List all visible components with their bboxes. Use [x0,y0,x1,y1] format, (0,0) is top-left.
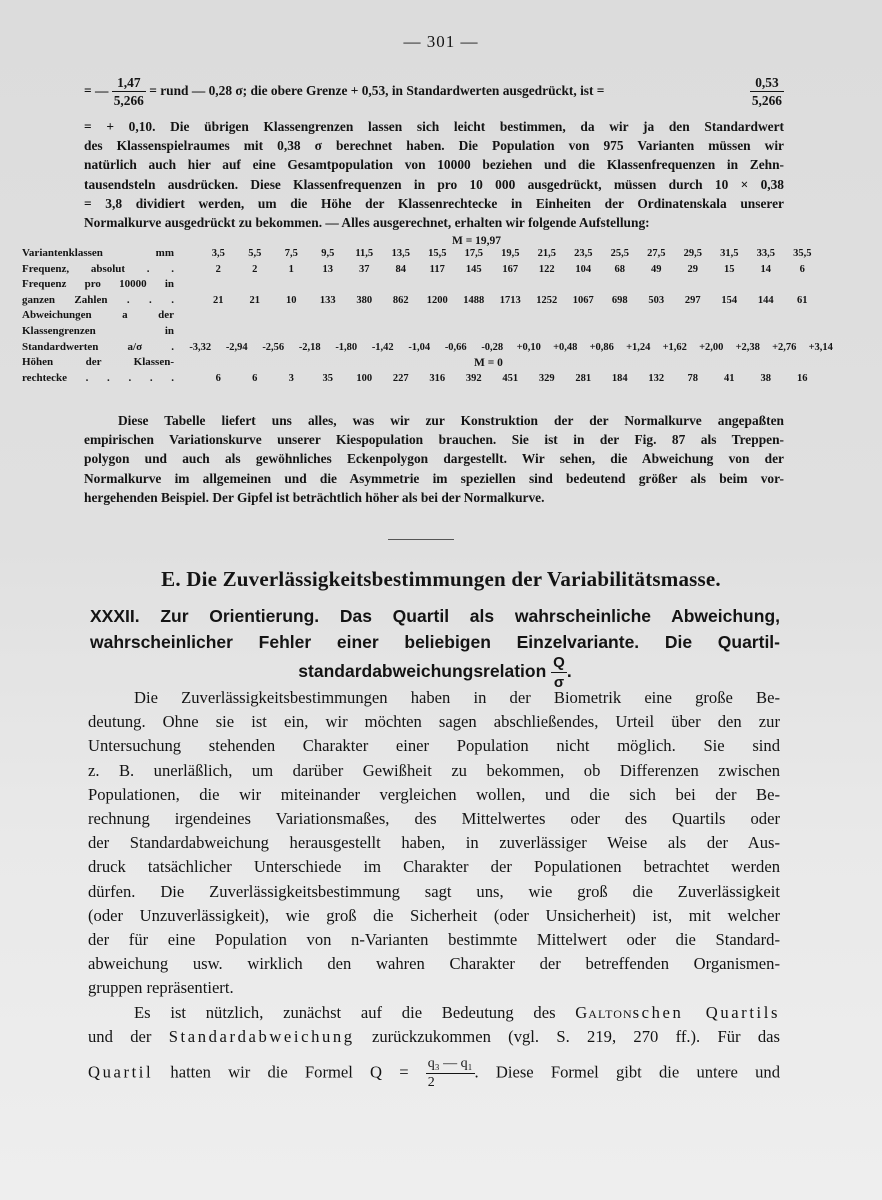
text-line: Normalkurve im allgemeinen und die Asymmetrie im speziellen sind bedeutend größer als beim vor- [84,470,784,486]
table-cell [584,355,621,371]
body-paragraph-1 [88,686,780,1001]
table-cell: 14 [760,263,771,275]
table-cell: 1488 [463,294,485,306]
text-line: natürlich auch hier auf eine Gesamtpopulation von 10000 beziehen und die Klassenfrequenzen in Zehn- [84,157,784,173]
table-cell: 37 [359,263,370,275]
table-cell [620,308,657,324]
table-cell: +0,10 [516,341,541,353]
table-cell [365,324,402,340]
table-cell [219,277,256,293]
table-cell: 1067 [572,294,594,306]
frac-num: Q [553,654,565,671]
table-cell [474,308,511,324]
table-cell: 38 [760,372,771,384]
table-row [22,371,839,387]
table-row [22,324,839,340]
table-cell: 21 [213,294,224,306]
table-cell: -3,32 [189,341,212,353]
table-cell: 6 [252,372,258,384]
table-cell: 316 [429,372,446,384]
table-cell: 3 [288,372,294,384]
table-cell [693,355,730,371]
text-line: druck tatsächlicher Unterschiede im Charakter der Populationen betrachtet werden [88,857,780,877]
table-cell [365,277,402,293]
table-cell [474,324,511,340]
table-cell [657,277,694,293]
eq-middle: = rund — 0,28 σ; die obere Grenze + 0,53, in Standardwerten ausgedrückt, ist = [149,82,605,98]
table-cell: 100 [356,372,373,384]
table-cell: +1,24 [626,341,651,353]
section-divider [388,539,454,540]
body-paragraph-2 [88,1001,780,1090]
subsection-line: standardabweichungsrelation [298,661,547,682]
table-cell [766,355,803,371]
table-cell: 167 [502,263,519,275]
table-cell [401,277,438,293]
text-line: Untersuchung stehenden Charakter einer Population nicht möglich. Sie sind [88,736,780,756]
table-cell: 33,5 [756,248,775,259]
eq-frac2-den: 5,266 [751,93,782,109]
row-label: Frequenz, absolut . . [22,262,174,275]
table-cell: 15 [724,263,735,275]
table-cell [511,355,548,371]
table-cell: 698 [611,294,628,306]
table-row [22,293,839,309]
table-cell: 122 [538,263,555,275]
table-cell [803,308,840,324]
mean-label: M = 19,97 [452,235,502,247]
table-cell [438,277,475,293]
table-cell: 862 [392,294,409,306]
table-cell: 297 [684,294,701,306]
text-line: rechnung irgendeines Variationsmaßes, des Mittelwertes oder des Quartils oder [88,809,780,829]
table-cell: -1,04 [408,341,431,353]
table-cell: 6 [215,372,221,384]
table-cell [255,277,292,293]
table-cell: 184 [611,372,628,384]
table-cell: 1 [288,263,294,275]
table-cell: 145 [465,263,482,275]
row-label: ganzen Zahlen . . . [22,293,174,306]
row-label: rechtecke . . . . . [22,371,174,384]
text-line: (oder Unzuverlässigkeit), wie groß die Sicherheit (oder Unsicherheit) ist, mit welcher [88,905,780,925]
text-line: = + 0,10. Die übrigen Klassengrenzen lassen sich leicht bestimmen, da wir ja den Standardwert [84,119,784,134]
table-cell: +2,76 [772,341,797,353]
table-cell: 380 [356,294,373,306]
table-cell [657,324,694,340]
table-cell: 144 [757,294,774,306]
table-cell: 5,5 [248,248,262,259]
table-cell: -2,94 [225,341,248,353]
table-cell: 104 [575,263,592,275]
table-cell [328,355,365,371]
table-cell [766,324,803,340]
table-cell [547,277,584,293]
table-cell: 35 [322,372,333,384]
table-cell: 27,5 [647,248,666,259]
text-line: des Klassenspielraumes mit 0,38 σ berechnet haben. Die Population von 975 Varianten müssen wir [84,138,784,154]
table-cell [547,308,584,324]
table-cell [401,308,438,324]
row-label: Höhen der Klassen- [22,356,174,369]
text-line: der Standardabweichung herausgestellt haben, in zuverlässiger Weise als der Aus- [88,833,780,853]
table-cell: 16 [797,372,808,384]
table-cell: 154 [721,294,738,306]
text-line: polygon und auch als gewöhnliches Eckenpolygon dargestellt. Wir sehen, die Abweichung von der [84,451,784,467]
table-cell [219,308,256,324]
row-label: Variantenklassen mm [22,247,174,259]
table-cell: 227 [392,372,409,384]
table-cell [547,324,584,340]
table-cell: 117 [429,263,445,275]
table-cell: 503 [648,294,665,306]
table-cell [401,324,438,340]
table-cell [328,324,365,340]
eq-fraction-1 [112,76,146,108]
table-cell: 392 [465,372,482,384]
table-cell: +2,00 [699,341,724,353]
table-cell: -0,66 [444,341,467,353]
table-cell [730,355,767,371]
table-cell: 61 [797,294,808,306]
table-cell [766,277,803,293]
text-line: der für eine Population von n-Varianten bestimmte Mittelwert oder die Standard- [88,930,780,950]
table-cell [438,355,475,371]
table-cell [693,308,730,324]
text-line: gruppen repräsentiert. [88,978,234,998]
row-label: Standardwerten a/σ . [22,340,174,353]
eq-frac1-num: 1,47 [112,76,146,92]
table-cell: -2,18 [298,341,321,353]
table-cell [730,324,767,340]
table-cell: 23,5 [574,248,593,259]
table-cell: 1252 [536,294,558,306]
table-cell [255,355,292,371]
table-cell: 10 [286,294,297,306]
table-cell: 2 [215,263,221,275]
table-cell [219,324,256,340]
table-cell: 132 [648,372,665,384]
table-cell: 21,5 [537,248,556,259]
table-cell: 133 [319,294,336,306]
table-cell [620,324,657,340]
author-galton: Galton [575,1003,633,1022]
table-cell [292,308,329,324]
table-cell: 29,5 [683,248,702,259]
table-cell: 15,5 [428,248,447,259]
eq-frac2-num: 0,53 [750,76,784,92]
table-cell [511,324,548,340]
text-line: Quartil hatten wir die Formel Q = $\frac{\text{q₃ — q₁}}{2}$ . Diese Formel gibt die untere und [88,1056,780,1091]
text-line: tausendsteln ausdrücken. Diese Klassenfrequenzen in pro 10 000 ausgedrückt, müssen durch 10 × 0,38 [84,176,784,192]
table-row [22,308,839,324]
table-row [22,262,839,278]
table-cell [547,355,584,371]
text-line: = 3,8 dividiert werden, um die Höhe der Klassenrechtecke in Einheiten der Ordinatenskala unserer [84,195,784,211]
text-line: empirischen Variationskurve unserer Kiespopulation brauchen. Sie ist in der Fig. 87 als Treppen- [84,432,784,448]
table-cell [803,277,840,293]
table-cell: 84 [395,263,406,275]
table-cell: 31,5 [720,248,739,259]
table-cell [292,324,329,340]
text-line: abweichung usw. wirklich den wahren Charakter der betreffenden Organismen- [88,954,780,974]
table-cell [219,355,256,371]
table-cell: +0,86 [589,341,614,353]
table-cell: -1,80 [335,341,358,353]
text-line: deutung. Ohne sie ist ein, wir möchten sagen abschließendes, Urteil über den zur [88,712,780,732]
table-cell: 7,5 [284,248,298,259]
table-cell: 281 [575,372,592,384]
page-number: — 301 — [403,32,479,51]
table-cell: 1200 [426,294,448,306]
table-cell [182,308,219,324]
text-line: dürfen. Die Zuverlässigkeitsbestimmung sagt uns, wie groß die Zuverlässigkeit [88,881,780,901]
text-line: hergehenden Beispiel. Der Gipfel ist beträchtlich höher als bei der Normalkurve. [84,489,545,505]
table-cell: +1,62 [662,341,687,353]
eq-frac1-den: 5,266 [113,93,144,109]
table-cell: 68 [614,263,625,275]
zero-mean-label: M = 0 [474,357,503,369]
table-cell [730,308,767,324]
table-cell: 41 [724,372,735,384]
section-heading: E. Die Zuverlässigkeitsbestimmungen der Variabilitätsmasse. [161,567,721,591]
table-cell [657,308,694,324]
text-line: Populationen, die wir miteinander vergleichen wollen, und die sich bei der Be- [88,784,780,804]
text-line: Es ist nützlich, zunächst auf die Bedeutung des Galtonschen Quartils [134,1003,781,1022]
table-cell: +2,38 [735,341,760,353]
table-cell [292,277,329,293]
data-table [22,246,839,386]
table-cell: 1713 [499,294,521,306]
text-line: z. B. unerläßlich, um darüber Gewißheit zu bekommen, ob Differenzen zwischen [88,760,780,780]
table-cell [438,308,475,324]
table-cell: 19,5 [501,248,520,259]
table-cell [401,355,438,371]
table-cell: 9,5 [321,248,335,259]
table-cell [620,277,657,293]
table-cell [584,308,621,324]
row-label: Klassengrenzen in [22,324,174,337]
table-cell: 29 [687,263,698,275]
table-cell [693,277,730,293]
table-cell [328,277,365,293]
table-cell [292,355,329,371]
table-cell [584,277,621,293]
period: . [566,661,572,682]
table-cell [182,355,219,371]
subsection-line: XXXII. Zur Orientierung. Das Quartil als wahrscheinliche Abweichung, [90,606,780,626]
table-cell: +0,48 [553,341,578,353]
table-cell [803,355,840,371]
table-cell [657,355,694,371]
table-cell [182,277,219,293]
table-cell: 6 [799,263,805,275]
subsection-heading [90,603,780,690]
table-cell [255,324,292,340]
table-row [22,246,839,262]
intro-paragraph [84,117,784,232]
table-cell [766,308,803,324]
table-row [22,355,839,371]
table-cell: 2 [252,263,258,275]
table-cell [730,277,767,293]
table-cell [511,277,548,293]
table-cell [584,324,621,340]
table-cell: -0,28 [481,341,504,353]
subsection-line-3 [90,655,780,690]
table-cell [474,277,511,293]
table-cell: +3,14 [808,341,833,353]
table-cell: 3,5 [211,248,225,259]
table-cell [365,355,402,371]
table-cell [620,355,657,371]
quartile-formula: $\frac{\text{q₃ — q₁}}{2}$ [427,1056,473,1091]
table-cell [328,308,365,324]
table-cell: 13,5 [391,248,410,259]
eq-prefix: = — [84,82,109,98]
table-cell [182,324,219,340]
text-line: Diese Tabelle liefert uns alles, was wir zur Konstruktion der der Normalkurve angepaßten [118,413,784,428]
equation-line [84,76,784,108]
table-cell: 49 [651,263,662,275]
table-cell: 78 [687,372,698,384]
table-comment-paragraph [84,411,784,507]
subsection-line: wahrscheinlicher Fehler einer beliebigen Einzelvariante. Die Quartil- [90,632,780,652]
table-row [22,277,839,293]
table-cell: 451 [502,372,519,384]
text-line: und der Standardabweichung zurückzukommen (vgl. S. 219, 270 ff.). Für das [88,1027,780,1047]
table-cell: -2,56 [262,341,285,353]
table-cell: 11,5 [355,248,374,259]
row-label: Frequenz pro 10000 in [22,278,174,291]
frac-den: σ [553,674,565,691]
table-cell [511,308,548,324]
table-cell: 25,5 [610,248,629,259]
table-cell [803,324,840,340]
eq-fraction-2 [750,76,784,108]
row-label: Abweichungen a der [22,309,174,322]
quartile-sigma-fraction [551,655,567,690]
table-cell [365,308,402,324]
table-cell: 329 [538,372,555,384]
table-cell: 35,5 [793,248,812,259]
table-cell [693,324,730,340]
text-line: Die Zuverlässigkeitsbestimmungen haben in der Biometrik eine große Be- [134,688,780,707]
text-line: Normalkurve ausgedrückt zu bekommen. — Alles ausgerechnet, erhalten wir folgende Aufstellung: [84,215,650,231]
table-cell [438,324,475,340]
table-cell: 21 [249,294,260,306]
table-cell: -1,42 [371,341,394,353]
table-cell: 13 [322,263,333,275]
table-cell [474,355,511,371]
table-row [22,340,839,356]
table-cell [255,308,292,324]
table-cell: 17,5 [464,248,483,259]
